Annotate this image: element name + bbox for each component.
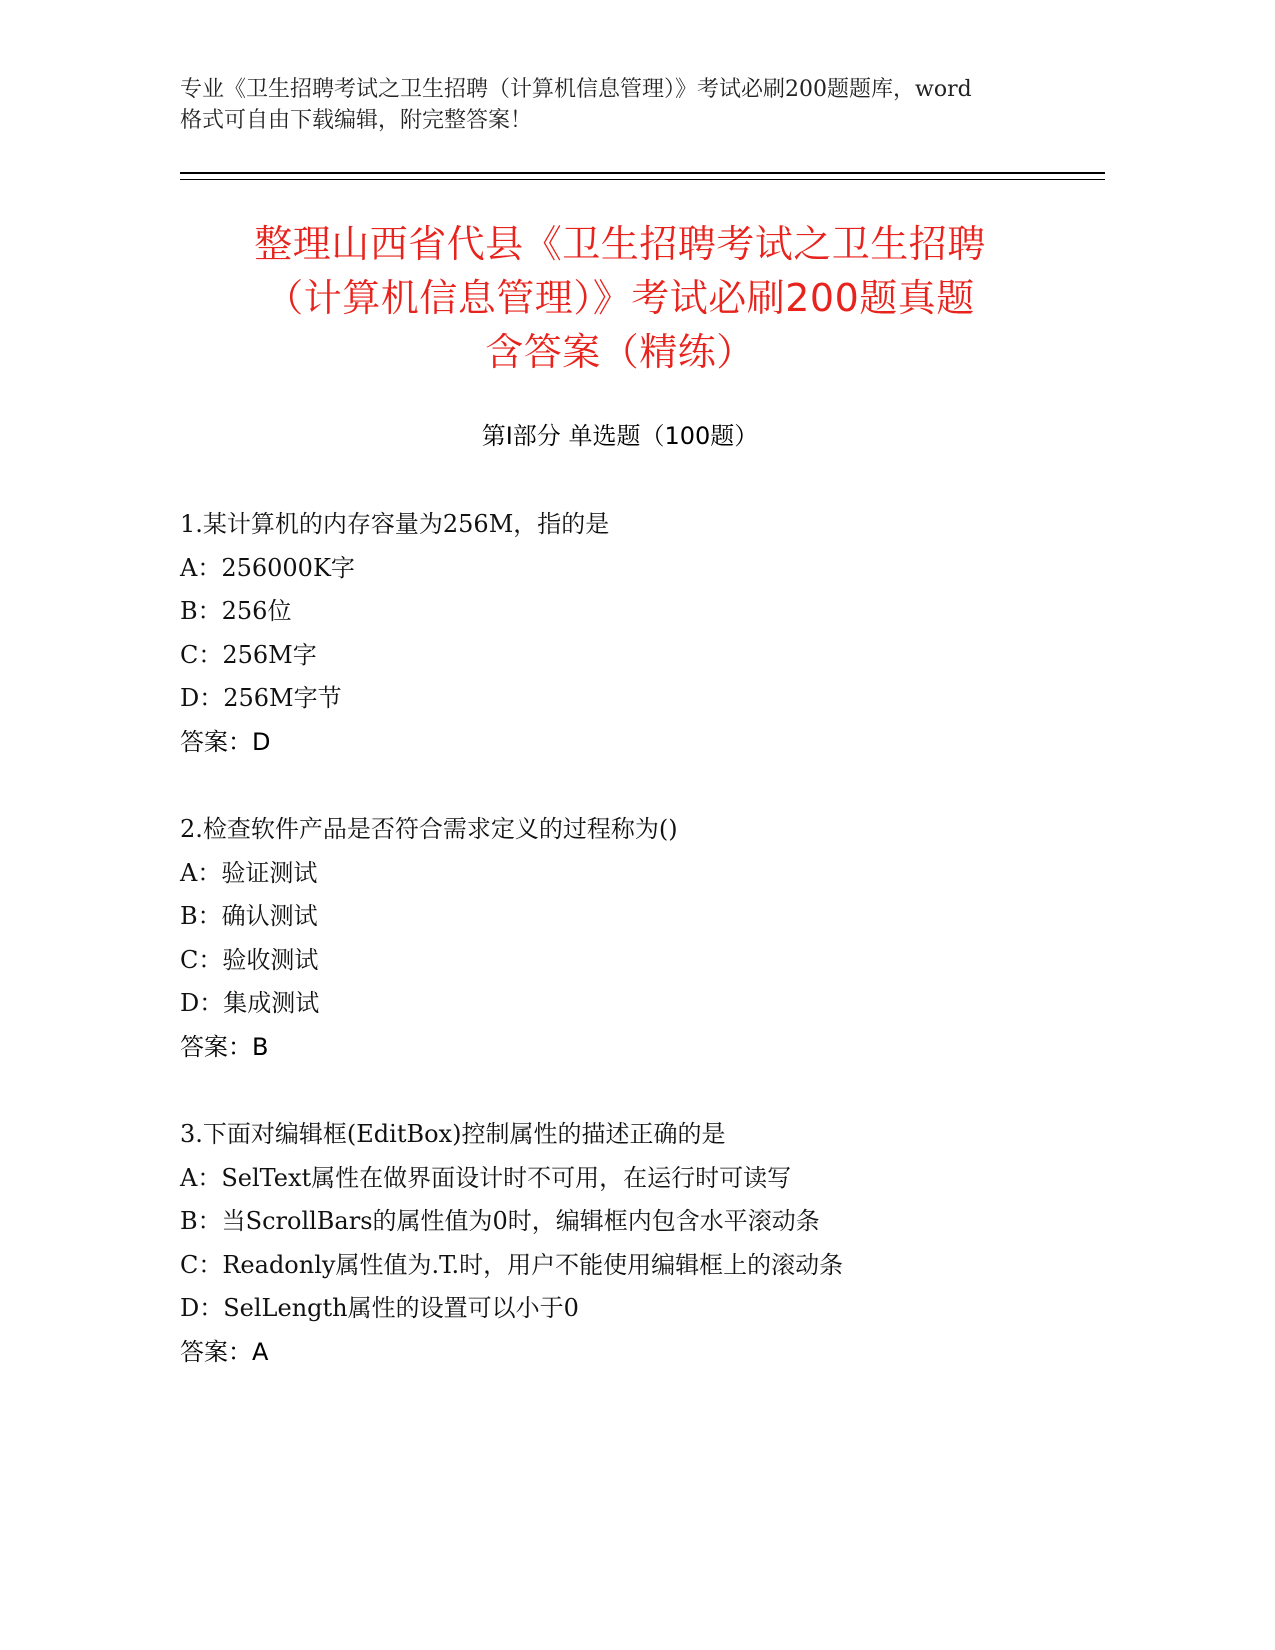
title-line-1: 整理山西省代县《卫生招聘考试之卫生招聘 — [254, 222, 986, 266]
header-line-1: 专业《卫生招聘考试之卫生招聘（计算机信息管理）》考试必刷200题题库，word — [180, 77, 972, 102]
header-rule-thick — [180, 172, 1105, 174]
title-line-3: 含答案（精练） — [485, 330, 755, 374]
question-stem: 3.下面对编辑框(EditBox)控制属性的描述正确的是 — [180, 1120, 726, 1148]
question-block — [180, 808, 1080, 1069]
header-rule-thin — [180, 179, 1105, 180]
option-b: B：当ScrollBars的属性值为0时，编辑框内包含水平滚动条 — [180, 1207, 820, 1235]
option-c: C：验收测试 — [180, 945, 319, 974]
question-stem: 2.检查软件产品是否符合需求定义的过程称为() — [180, 815, 678, 843]
option-d: D：SelLength属性的设置可以小于0 — [180, 1294, 579, 1322]
option-d: D：集成测试 — [180, 989, 320, 1017]
option-b: B：确认测试 — [180, 902, 318, 930]
option-a: A：SelText属性在做界面设计时不可用，在运行时可读写 — [180, 1163, 792, 1192]
question-stem: 1.某计算机的内存容量为256M，指的是 — [180, 510, 610, 538]
option-c: C：256M字 — [180, 640, 317, 669]
option-c: C：Readonly属性值为.T.时，用户不能使用编辑框上的滚动条 — [180, 1250, 844, 1279]
option-b: B：256位 — [180, 597, 292, 625]
question-block — [180, 1113, 1080, 1374]
answer-line: 答案：D — [180, 727, 271, 756]
option-d: D：256M字节 — [180, 684, 342, 712]
document-header — [180, 74, 1060, 136]
question-block — [180, 503, 1080, 764]
section-title: 第Ⅰ部分 单选题（100题） — [481, 422, 759, 450]
document-title — [180, 217, 1060, 379]
answer-line: 答案：B — [180, 1032, 269, 1061]
option-a: A：256000K字 — [180, 553, 355, 582]
title-line-2: （计算机信息管理）》考试必刷200题真题 — [265, 276, 975, 320]
header-line-2: 格式可自由下载编辑，附完整答案！ — [180, 108, 533, 133]
option-a: A：验证测试 — [180, 858, 318, 887]
answer-line: 答案：A — [180, 1337, 269, 1366]
